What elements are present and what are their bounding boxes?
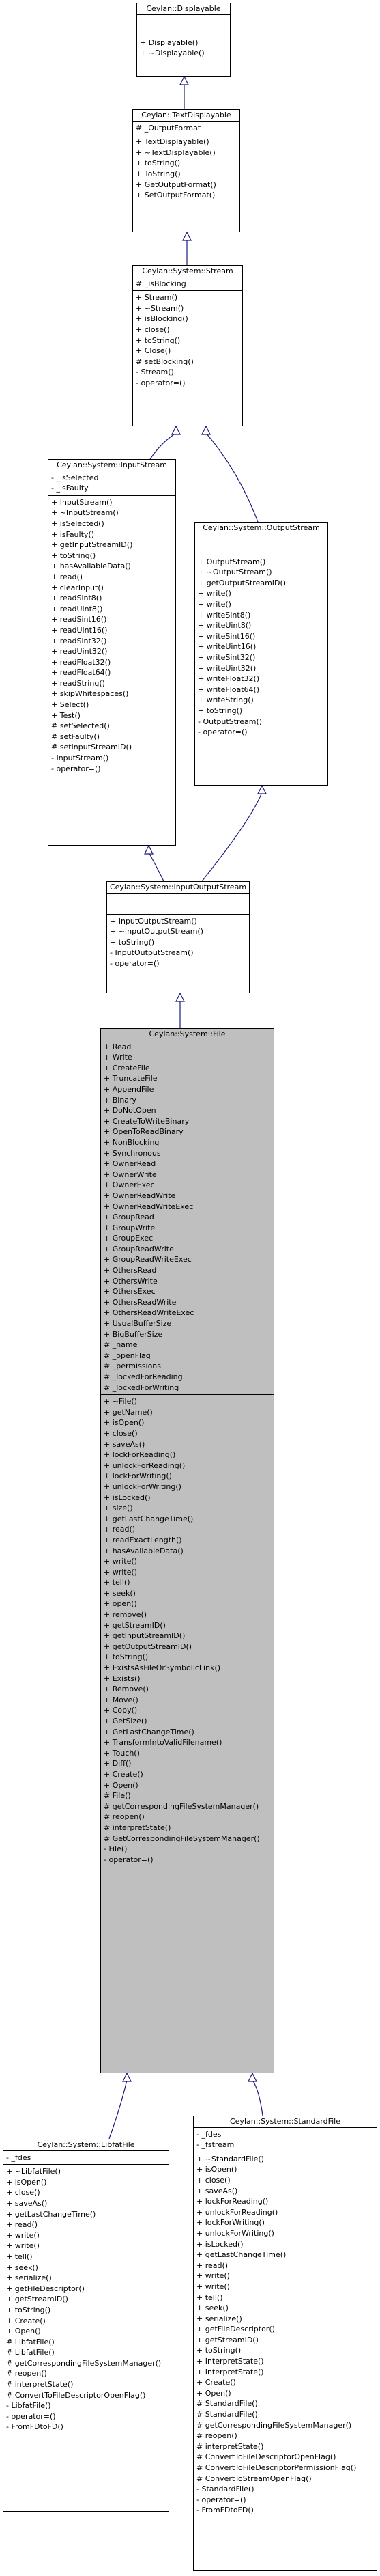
method-item: + readSint8(): [51, 594, 102, 603]
attribute-item: + UsualBufferSize: [104, 1319, 172, 1329]
method-item: + getLastChangeTime(): [6, 2209, 96, 2219]
attribute-item: + TruncateFile: [104, 1074, 158, 1083]
class-text-displayable[interactable]: [132, 109, 240, 232]
method-item: + unlockForReading(): [196, 2207, 278, 2217]
class-title: Ceylan::System::Stream: [133, 266, 242, 277]
method-item: + ~InputStream(): [51, 508, 119, 518]
class-title: Ceylan::System::LibfatFile: [3, 2139, 169, 2151]
attribute-item: # _name: [104, 1340, 138, 1350]
method-item: + InputOutputStream(): [110, 916, 197, 926]
methods-section: [107, 915, 249, 971]
method-item: # setInputStreamID(): [51, 743, 132, 752]
method-item: # GetCorrespondingFileSystemManager(): [104, 1833, 260, 1843]
edge-standardfile-to-file: [252, 2080, 263, 2116]
method-item: # File(): [104, 1791, 131, 1801]
method-item: + write(): [196, 2271, 230, 2281]
method-item: + isOpen(): [6, 2177, 47, 2187]
attribute-item: + OthersReadWriteExec: [104, 1308, 194, 1318]
methods-section: [3, 2165, 169, 2434]
method-item: + getOutputStreamID(): [198, 578, 287, 587]
method-item: + Move(): [104, 1695, 138, 1704]
attribute-item: + GroupRead: [104, 1213, 154, 1222]
attribute-item: # _lockedForWriting: [104, 1383, 179, 1392]
method-item: + getStreamID(): [104, 1620, 166, 1630]
method-item: - operator=(): [104, 1855, 154, 1864]
method-item: + hasAvailableData(): [104, 1546, 184, 1555]
attribute-item: + Read: [104, 1042, 132, 1051]
method-item: - LibfatFile(): [6, 2401, 51, 2411]
method-item: + toString(): [196, 2346, 242, 2355]
method-item: + readFloat64(): [51, 668, 111, 678]
method-item: + isLocked(): [196, 2239, 244, 2249]
method-item: - StandardFile(): [196, 2484, 254, 2494]
method-item: + close(): [196, 2175, 231, 2185]
method-item: + write(): [198, 599, 231, 609]
attributes-section: [133, 122, 239, 136]
attribute-item: + OwnerWrite: [104, 1169, 157, 1179]
method-item: # reopen(): [196, 2431, 237, 2441]
method-item: + SetOutputFormat(): [136, 191, 216, 200]
method-item: + GetOutputFormat(): [136, 180, 216, 189]
method-item: + getLastChangeTime(): [196, 2250, 287, 2260]
method-item: # reopen(): [6, 2369, 47, 2379]
method-item: + GetLastChangeTime(): [104, 1727, 194, 1736]
attribute-item: - _isFaulty: [51, 484, 89, 493]
method-item: + write(): [198, 589, 231, 598]
attribute-item: + GroupWrite: [104, 1223, 156, 1232]
methods-section: [101, 1395, 274, 1866]
method-item: + write(): [6, 2230, 40, 2240]
method-item: + isSelected(): [51, 518, 104, 528]
class-title: Ceylan::System::InputOutputStream: [107, 882, 249, 894]
attributes-section: [107, 894, 249, 915]
method-item: + readUint32(): [51, 647, 108, 656]
methods-section: [133, 135, 239, 202]
method-item: + getInputStreamID(): [104, 1631, 186, 1641]
method-item: - FromFDtoFD(): [196, 2506, 254, 2515]
method-item: + read(): [196, 2260, 229, 2270]
method-item: + readString(): [51, 678, 105, 688]
method-item: + isBlocking(): [136, 314, 188, 324]
method-item: + unlockForWriting(): [196, 2228, 274, 2238]
methods-section: [48, 496, 175, 775]
method-item: + Touch(): [104, 1748, 140, 1758]
method-item: + isOpen(): [196, 2165, 237, 2174]
method-item: + getFileDescriptor(): [6, 2284, 85, 2293]
edge-iostream-to-inputstream: [149, 853, 164, 881]
method-item: + serialize(): [6, 2273, 52, 2283]
method-item: + readUint8(): [51, 604, 103, 613]
class-output-stream[interactable]: [194, 522, 328, 786]
method-item: # interpretState(): [196, 2441, 264, 2451]
attribute-item: - _isSelected: [51, 473, 99, 482]
method-item: # ConvertToStreamOpenFlag(): [196, 2474, 312, 2483]
method-item: + read(): [104, 1525, 136, 1534]
method-item: - InputStream(): [51, 753, 109, 763]
method-item: + getName(): [104, 1407, 153, 1417]
attribute-item: + Synchronous: [104, 1148, 161, 1158]
method-item: + writeSint16(): [198, 631, 256, 641]
method-item: + tell(): [196, 2293, 223, 2302]
method-item: + Create(): [104, 1769, 143, 1779]
method-item: + read(): [51, 572, 83, 581]
method-item: - operator=(): [6, 2411, 56, 2421]
method-item: # interpretState(): [104, 1823, 171, 1832]
attributes-section: [3, 2151, 169, 2165]
class-displayable[interactable]: [136, 3, 231, 77]
class-title: Ceylan::System::InputStream: [48, 460, 175, 471]
method-item: + ~TextDisplayable(): [136, 148, 216, 157]
method-item: # setFaulty(): [51, 732, 100, 741]
methods-section: [137, 36, 230, 60]
method-item: + writeUint16(): [198, 642, 257, 652]
method-item: + writeUint32(): [198, 663, 257, 673]
attribute-item: + GroupReadWriteExec: [104, 1255, 192, 1264]
method-item: + toString(): [198, 706, 243, 715]
attribute-item: + DoNotOpen: [104, 1106, 156, 1116]
class-title: Ceylan::System::File: [101, 1029, 274, 1040]
attribute-item: + OthersReadWrite: [104, 1297, 177, 1307]
method-item: + writeSint32(): [198, 652, 256, 662]
inheritance-arrowhead: [202, 426, 210, 434]
method-item: + isFaulty(): [51, 529, 94, 539]
method-item: + getStreamID(): [6, 2295, 68, 2304]
method-item: + Create(): [6, 2316, 46, 2325]
inheritance-arrowhead: [123, 2073, 131, 2081]
method-item: + ~OutputStream(): [198, 568, 272, 577]
method-item: + ExistsAsFileOrSymbolicLink(): [104, 1663, 221, 1673]
attribute-item: + OwnerExec: [104, 1180, 155, 1190]
method-item: + getInputStreamID(): [51, 540, 133, 550]
method-item: + toString(): [136, 335, 181, 345]
method-item: + write(): [6, 2241, 40, 2251]
class-title: Ceylan::TextDisplayable: [133, 110, 239, 122]
method-item: - operator=(): [136, 378, 186, 387]
method-item: + write(): [104, 1557, 137, 1566]
attributes-section: [137, 15, 230, 36]
method-item: + writeSint8(): [198, 610, 251, 620]
inheritance-arrowhead: [172, 426, 180, 434]
method-item: + ~StandardFile(): [196, 2154, 264, 2163]
attributes-section: [194, 2128, 377, 2152]
class-stream[interactable]: [132, 265, 243, 426]
method-item: # getCorrespondingFileSystemManager(): [6, 2358, 162, 2368]
attribute-item: + AppendFile: [104, 1084, 154, 1094]
method-item: # setBlocking(): [136, 357, 194, 366]
method-item: + seek(): [6, 2262, 38, 2272]
method-item: + isLocked(): [104, 1493, 151, 1502]
method-item: + Create(): [196, 2378, 236, 2387]
method-item: + Open(): [196, 2388, 231, 2398]
method-item: + Stream(): [136, 293, 178, 303]
method-item: + Test(): [51, 710, 81, 720]
method-item: + hasAvailableData(): [51, 562, 131, 571]
methods-section: [195, 555, 327, 739]
edge-inputstream-to-stream: [150, 433, 176, 459]
method-item: - File(): [104, 1844, 128, 1854]
method-item: + getStreamID(): [196, 2335, 259, 2344]
method-item: # reopen(): [104, 1812, 145, 1822]
method-item: + readUint16(): [51, 625, 108, 635]
attribute-item: + BigBufferSize: [104, 1329, 163, 1339]
attribute-item: # _isBlocking: [136, 279, 186, 288]
method-item: + ~File(): [104, 1397, 137, 1407]
method-item: + ~Displayable(): [140, 49, 205, 58]
method-item: - operator=(): [110, 958, 160, 968]
method-item: + InterpretState(): [196, 2357, 264, 2366]
method-item: + Open(): [104, 1780, 138, 1790]
method-item: + read(): [6, 2220, 38, 2230]
inheritance-arrowhead: [248, 2073, 257, 2081]
method-item: # getCorrespondingFileSystemManager(): [104, 1801, 259, 1811]
attribute-item: + NonBlocking: [104, 1137, 160, 1147]
methods-section: [194, 2152, 377, 2517]
method-item: - FromFDtoFD(): [6, 2422, 63, 2432]
attribute-item: + OpenToReadBinary: [104, 1127, 184, 1137]
method-item: + seek(): [104, 1588, 136, 1598]
attribute-item: # _permissions: [104, 1361, 162, 1371]
method-item: + GetSize(): [104, 1717, 147, 1726]
method-item: + Exists(): [104, 1674, 141, 1683]
method-item: # StandardFile(): [196, 2410, 258, 2420]
class-standard-file[interactable]: [193, 2116, 377, 2571]
method-item: + saveAs(): [196, 2186, 238, 2196]
attribute-item: - _fdes: [196, 2129, 222, 2139]
method-item: + Remove(): [104, 1685, 149, 1694]
method-item: + toString(): [110, 937, 155, 947]
edge-outputstream-to-stream: [206, 433, 258, 522]
method-item: + tell(): [104, 1578, 130, 1588]
method-item: + lockForWriting(): [104, 1471, 172, 1481]
attribute-item: # _openFlag: [104, 1351, 151, 1360]
method-item: + getLastChangeTime(): [104, 1514, 194, 1523]
method-item: + InterpretState(): [196, 2367, 264, 2377]
method-item: + lockForReading(): [196, 2197, 269, 2206]
methods-section: [133, 291, 242, 389]
attributes-section: [101, 1040, 274, 1396]
method-item: + Diff(): [104, 1759, 132, 1769]
method-item: + isOpen(): [104, 1418, 145, 1428]
method-item: + remove(): [104, 1610, 147, 1620]
method-item: + ToString(): [136, 169, 181, 178]
method-item: + getFileDescriptor(): [196, 2325, 275, 2334]
method-item: # ConvertToFileDescriptorOpenFlag(): [196, 2452, 336, 2462]
method-item: + toString(): [104, 1652, 149, 1662]
method-item: # ConvertToFileDescriptorOpenFlag(): [6, 2390, 146, 2400]
method-item: - operator=(): [51, 764, 101, 773]
attribute-item: + GroupExec: [104, 1234, 154, 1243]
method-item: + Displayable(): [140, 38, 199, 47]
method-item: + getOutputStreamID(): [104, 1642, 192, 1651]
attribute-item: + GroupReadWrite: [104, 1244, 174, 1254]
method-item: # interpretState(): [6, 2380, 74, 2390]
method-item: + writeFloat64(): [198, 684, 260, 694]
attribute-item: + OwnerReadWrite: [104, 1191, 176, 1200]
class-title: Ceylan::System::OutputStream: [195, 523, 327, 534]
method-item: + Open(): [6, 2327, 41, 2336]
method-item: + toString(): [136, 158, 181, 168]
class-title: Ceylan::Displayable: [137, 3, 230, 15]
attribute-item: + OwnerReadWriteExec: [104, 1202, 194, 1211]
method-item: + clearInput(): [51, 583, 104, 592]
method-item: + saveAs(): [6, 2198, 48, 2208]
method-item: # StandardFile(): [196, 2399, 258, 2409]
attribute-item: + OthersRead: [104, 1266, 157, 1275]
method-item: + close(): [104, 1428, 138, 1438]
method-item: # LibfatFile(): [6, 2348, 55, 2357]
method-item: + close(): [6, 2188, 40, 2198]
method-item: + saveAs(): [104, 1439, 145, 1449]
inheritance-arrowhead: [183, 232, 191, 240]
method-item: + writeString(): [198, 695, 254, 705]
attributes-section: [48, 471, 175, 496]
method-item: + Copy(): [104, 1706, 138, 1715]
attribute-item: - _fstream: [196, 2140, 235, 2150]
method-item: + writeUint8(): [198, 621, 252, 631]
method-item: + size(): [104, 1504, 133, 1513]
class-libfat-file[interactable]: [3, 2139, 169, 2512]
method-item: + ~LibfatFile(): [6, 2167, 61, 2176]
attributes-section: [133, 277, 242, 292]
method-item: - Stream(): [136, 368, 174, 377]
edge-iostream-to-outputstream: [202, 792, 262, 881]
method-item: + open(): [104, 1599, 137, 1609]
method-item: + readExactLength(): [104, 1535, 182, 1545]
attribute-item: + Binary: [104, 1095, 137, 1105]
attributes-section: [195, 534, 327, 555]
class-title: Ceylan::System::StandardFile: [194, 2116, 377, 2128]
method-item: + tell(): [6, 2252, 33, 2261]
method-item: # ConvertToFileDescriptorPermissionFlag(): [196, 2463, 357, 2472]
method-item: + readFloat32(): [51, 657, 111, 667]
inheritance-arrowhead: [258, 786, 266, 794]
inheritance-arrowhead: [176, 993, 184, 1001]
method-item: + OutputStream(): [198, 557, 266, 566]
method-item: # LibfatFile(): [6, 2337, 55, 2346]
class-file[interactable]: [100, 1028, 274, 2073]
method-item: + write(): [196, 2282, 230, 2291]
attribute-item: + Write: [104, 1053, 132, 1062]
method-item: + ~InputOutputStream(): [110, 927, 204, 937]
edge-libfatfile-to-file: [109, 2080, 127, 2139]
method-item: - OutputStream(): [198, 717, 263, 726]
attribute-item: + CreateToWriteBinary: [104, 1116, 190, 1126]
attribute-item: + CreateFile: [104, 1063, 150, 1072]
method-item: + ~Stream(): [136, 303, 184, 313]
attribute-item: + OthersExec: [104, 1287, 156, 1297]
method-item: + lockForWriting(): [196, 2218, 265, 2228]
class-input-output-stream[interactable]: [106, 881, 250, 993]
method-item: + toString(): [6, 2305, 51, 2314]
method-item: + serialize(): [196, 2314, 242, 2323]
attribute-item: + OwnerRead: [104, 1159, 156, 1169]
attribute-item: # _lockedForReading: [104, 1372, 183, 1381]
method-item: - operator=(): [198, 728, 248, 737]
method-item: - operator=(): [196, 2495, 246, 2504]
attribute-item: # _OutputFormat: [136, 123, 201, 133]
method-item: + skipWhitespaces(): [51, 689, 129, 699]
method-item: + toString(): [51, 551, 96, 560]
attribute-item: + OthersWrite: [104, 1276, 158, 1286]
inheritance-arrowhead: [180, 77, 188, 85]
method-item: + lockForReading(): [104, 1450, 176, 1460]
method-item: # getCorrespondingFileSystemManager(): [196, 2420, 352, 2430]
method-item: + close(): [136, 324, 170, 334]
method-item: + readSint16(): [51, 615, 107, 624]
inheritance-arrowhead: [145, 846, 153, 854]
class-input-stream[interactable]: [48, 459, 176, 846]
method-item: + TransformIntoValidFilename(): [104, 1738, 222, 1747]
attribute-item: - _fdes: [6, 2152, 31, 2162]
method-item: + write(): [104, 1567, 137, 1577]
method-item: + seek(): [196, 2303, 229, 2313]
method-item: - InputOutputStream(): [110, 948, 194, 958]
method-item: + readSint32(): [51, 636, 107, 646]
method-item: + writeFloat32(): [198, 674, 260, 684]
method-item: + TextDisplayable(): [136, 137, 209, 147]
method-item: + unlockForWriting(): [104, 1482, 181, 1491]
method-item: + Close(): [136, 346, 171, 356]
method-item: # setSelected(): [51, 721, 110, 731]
method-item: + Select(): [51, 700, 89, 710]
method-item: + unlockForReading(): [104, 1460, 186, 1470]
method-item: + InputStream(): [51, 497, 113, 507]
